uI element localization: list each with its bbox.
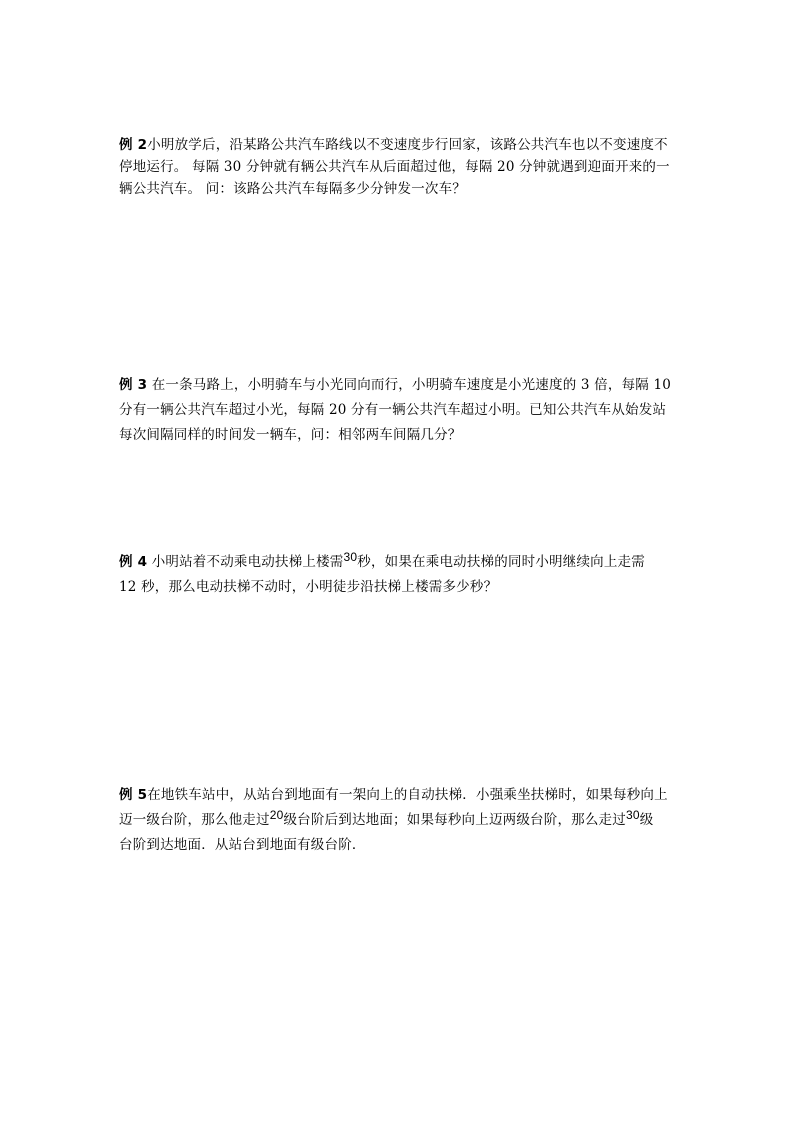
problem-text: 小明放学后，沿某路公共汽车路线以不变速度步行回家，该路公共汽车也以不变速度不 xyxy=(147,137,668,153)
problem-text: 秒，如果在乘电动扶梯的同时小明继续向上走需 xyxy=(357,554,645,570)
problem-line xyxy=(119,550,677,575)
problem-label: 例 5 xyxy=(119,787,148,803)
problem-label: 例 4 xyxy=(119,554,148,570)
problem-text: 在地铁车站中，从站台到地面有一架向上的自动扶梯．小强乘坐扶梯时，如果每秒向上 xyxy=(147,787,668,803)
superscript-number: 30 xyxy=(625,808,640,822)
problem-text: 迈一级台阶，那么他走过 xyxy=(119,812,270,828)
problem-text: 12 秒，那么电动扶梯不动时，小明徒步沿扶梯上楼需多少秒？ xyxy=(119,579,498,595)
problem-text: 每次间隔同样的时间发一辆车，问：相邻两车间隔几分？ xyxy=(119,427,462,443)
problem-example-5 xyxy=(119,783,677,858)
problem-text: 级 xyxy=(639,812,654,828)
problem-text: 辆公共汽车。 问：该路公共汽车每隔多少分钟发一次车？ xyxy=(119,181,466,197)
superscript-number: 20 xyxy=(269,808,284,822)
problem-line xyxy=(119,783,677,808)
problem-example-2 xyxy=(119,134,677,200)
problem-example-3 xyxy=(119,373,677,448)
problem-text: 停地运行。 每隔 30 分钟就有辆公共汽车从后面超过他，每隔 20 分钟就遇到迎面开来的一 xyxy=(119,159,670,175)
problem-text: 小明站着不动乘电动扶梯上楼需 xyxy=(147,554,344,570)
problem-line xyxy=(119,373,677,398)
problem-line xyxy=(119,808,677,833)
problem-text: 分有一辆公共汽车超过小光，每隔 20 分有一辆公共汽车超过小明。已知公共汽车从始发站 xyxy=(119,402,667,418)
problem-text: 级台阶后到达地面；如果每秒向上迈两级台阶，那么走过 xyxy=(283,812,626,828)
problem-text: 在一条马路上，小明骑车与小光同向而行，小明骑车速度是小光速度的 3 倍，每隔 10 xyxy=(147,377,672,393)
problem-text: 台阶到达地面．从站台到地面有级台阶． xyxy=(119,837,366,853)
superscript-number: 30 xyxy=(343,550,358,564)
problem-label: 例 3 xyxy=(119,377,148,393)
problem-example-4 xyxy=(119,550,677,600)
problem-line xyxy=(119,134,677,156)
problem-label: 例 2 xyxy=(119,137,148,153)
